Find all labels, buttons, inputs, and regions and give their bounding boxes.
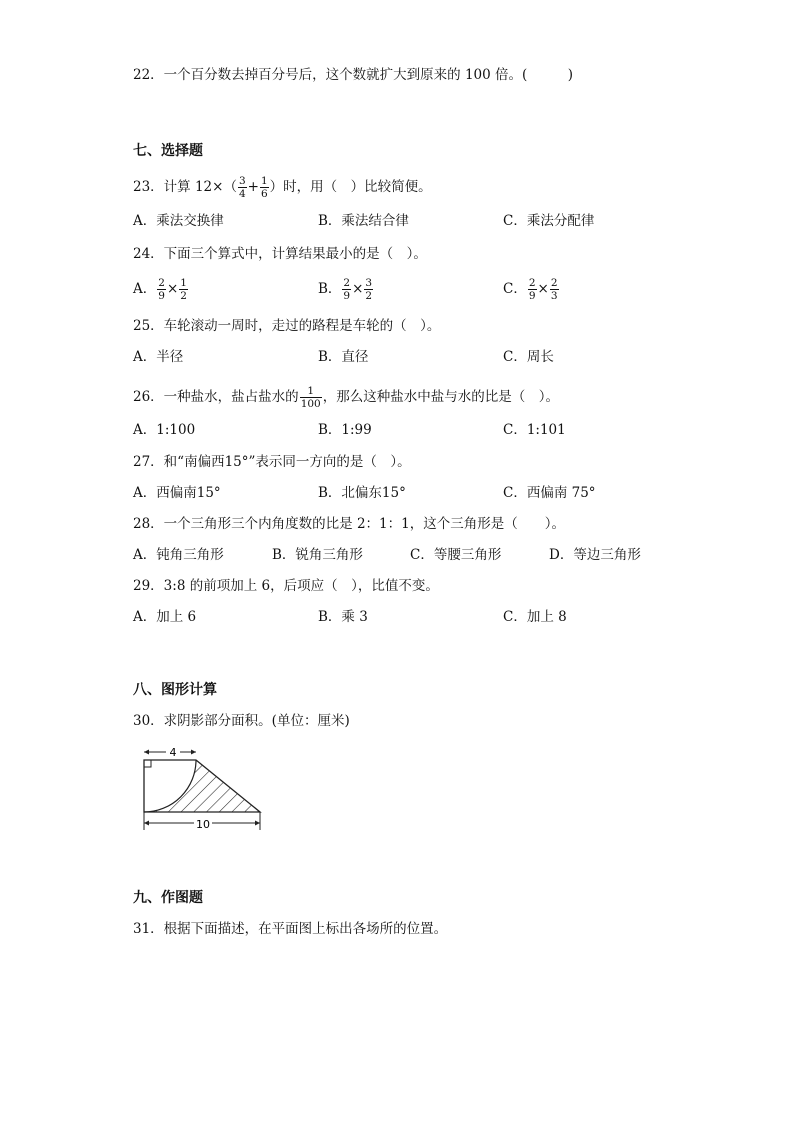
q26-option-b[interactable]: B．1:99 xyxy=(318,422,372,438)
q23-prefix: 23．计算 12×（ xyxy=(133,179,237,195)
q24-c-fraction-1 xyxy=(528,277,537,302)
question-26 xyxy=(133,385,559,410)
bottom-label: 10 xyxy=(196,818,210,831)
top-arrow-right xyxy=(191,750,196,755)
q23-option-b[interactable]: B．乘法结合律 xyxy=(318,213,409,229)
question-25: 25．车轮滚动一周时，走过的路程是车轮的（ ）。 xyxy=(133,318,441,334)
q24-a2-num: 1 xyxy=(180,277,187,289)
q24-b-times: × xyxy=(352,281,364,297)
q23-f2-denominator: 6 xyxy=(260,188,268,200)
q23-option-a[interactable]: A．乘法交换律 xyxy=(133,213,224,229)
q24-a-times: × xyxy=(166,281,179,297)
q26-suffix: ，那么这种盐水中盐与水的比是（ ）。 xyxy=(322,389,559,405)
q24-c2-num: 2 xyxy=(550,277,558,289)
right-angle-mark xyxy=(144,760,151,767)
section-8-title: 八、图形计算 xyxy=(133,682,217,698)
q24-b-fraction-2 xyxy=(364,277,373,302)
q24-option-a[interactable] xyxy=(133,277,189,302)
q24-option-b[interactable] xyxy=(318,277,374,302)
question-22: 22．一个百分数去掉百分号后，这个数就扩大到原来的 100 倍。( ) xyxy=(133,67,574,83)
top-label: 4 xyxy=(169,746,177,759)
q24-a1-num: 2 xyxy=(158,277,165,289)
q24-b2-den: 2 xyxy=(365,290,373,302)
shaded-area-diagram xyxy=(138,740,268,832)
q24-c2-den: 3 xyxy=(550,290,558,302)
q23-plus: + xyxy=(247,179,259,195)
q26-numerator: 1 xyxy=(300,385,322,398)
q24-b1-num: 2 xyxy=(343,277,351,289)
q27-option-c[interactable]: C．西偏南 75° xyxy=(503,485,596,501)
q24-c-times: × xyxy=(537,281,549,297)
q25-option-c[interactable]: C．周长 xyxy=(503,349,554,365)
q23-f2-numerator: 1 xyxy=(260,175,268,187)
q26-option-c[interactable]: C．1:101 xyxy=(503,422,566,438)
q24-a-fraction-2 xyxy=(179,277,188,302)
q23-option-c[interactable]: C．乘法分配律 xyxy=(503,213,595,229)
question-27: 27．和“南偏西15°”表示同一方向的是（ ）。 xyxy=(133,454,411,470)
q23-fraction-2 xyxy=(260,175,269,200)
shaded-area-figure xyxy=(138,740,268,836)
q28-option-a[interactable]: A．钝角三角形 xyxy=(133,547,224,563)
q29-option-b[interactable]: B．乘 3 xyxy=(318,609,368,625)
q24-b2-num: 3 xyxy=(365,277,373,289)
q28-option-c[interactable]: C．等腰三角形 xyxy=(410,547,502,563)
q26-prefix: 26．一种盐水，盐占盐水的 xyxy=(133,389,299,405)
q23-fraction-1 xyxy=(238,175,247,200)
q29-option-a[interactable]: A．加上 6 xyxy=(133,609,197,625)
q24-c1-num: 2 xyxy=(528,277,536,289)
section-9-title: 九、作图题 xyxy=(133,890,203,906)
top-arrow-left xyxy=(144,750,149,755)
bottom-arrow-right xyxy=(255,821,260,826)
bottom-arrow-left xyxy=(144,821,149,826)
q24-b-fraction-1 xyxy=(342,277,351,302)
q23-f1-numerator: 3 xyxy=(238,175,246,187)
q24-b1-den: 9 xyxy=(343,290,351,302)
q23-suffix: ）时，用（ ）比较简便。 xyxy=(269,179,432,195)
q24-a-fraction-1 xyxy=(157,277,166,302)
q24-c1-den: 9 xyxy=(528,290,536,302)
q27-option-b[interactable]: B．北偏东15° xyxy=(318,485,406,501)
q24-a2-den: 2 xyxy=(180,290,187,302)
question-29: 29．3:8 的前项加上 6，后项应（ ），比值不变。 xyxy=(133,578,439,594)
question-28: 28．一个三角形三个内角度数的比是 2：1：1，这个三角形是（ ）。 xyxy=(133,516,565,532)
q24-b-label: B． xyxy=(318,281,342,297)
q28-option-d[interactable]: D．等边三角形 xyxy=(549,547,641,563)
q27-option-a[interactable]: A．西偏南15° xyxy=(133,485,221,501)
q26-fraction xyxy=(300,385,322,410)
question-30: 30．求阴影部分面积。(单位：厘米) xyxy=(133,713,350,729)
q24-a-label: A． xyxy=(133,281,157,297)
q24-c-fraction-2 xyxy=(550,277,559,302)
section-7-title: 七、选择题 xyxy=(133,143,203,159)
shaded-region xyxy=(144,760,260,812)
q26-option-a[interactable]: A．1:100 xyxy=(133,422,196,438)
q28-option-b[interactable]: B．锐角三角形 xyxy=(272,547,363,563)
q24-option-c[interactable] xyxy=(503,277,560,302)
question-24: 24．下面三个算式中，计算结果最小的是（ ）。 xyxy=(133,246,427,262)
q23-f1-denominator: 4 xyxy=(238,188,246,200)
q24-c-label: C． xyxy=(503,281,527,297)
q25-option-a[interactable]: A．半径 xyxy=(133,349,184,365)
question-31: 31．根据下面描述，在平面图上标出各场所的位置。 xyxy=(133,921,448,937)
q26-denominator: 100 xyxy=(300,398,321,410)
q24-a1-den: 9 xyxy=(158,290,165,302)
question-23 xyxy=(133,175,432,200)
q29-option-c[interactable]: C．加上 8 xyxy=(503,609,567,625)
q25-option-b[interactable]: B．直径 xyxy=(318,349,369,365)
